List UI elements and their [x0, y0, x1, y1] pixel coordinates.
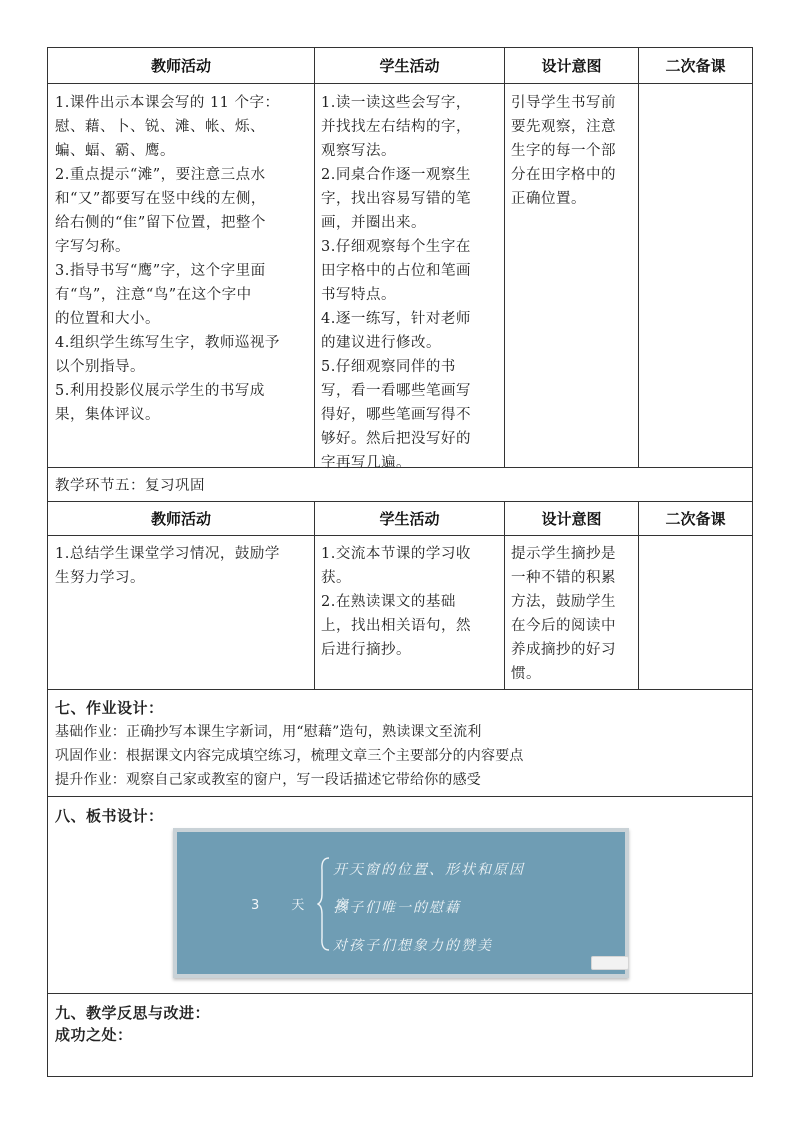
design-intent-cell	[511, 91, 638, 211]
homework-title: 七、作业设计：	[55, 699, 164, 717]
teacher-activity-cell	[55, 542, 311, 590]
text-line: 分在田字格中的	[511, 167, 616, 183]
header-second-prep: 二次备课	[665, 510, 726, 528]
text-line: 正确位置。	[511, 191, 586, 207]
header-teacher-activity: 教师活动	[150, 510, 211, 528]
text-line: 有“鸟”，注意“鸟”在这个字中	[55, 287, 252, 303]
text-line: 1.读一读这些会写字，	[321, 95, 471, 111]
homework-list	[55, 720, 749, 792]
text-line: 1.课件出示本课会写的 11 个字：	[55, 95, 280, 111]
board-branch-2: 孩子们唯一的慰藉	[333, 900, 461, 916]
row-divider	[48, 689, 752, 690]
text-line: 一种不错的积累	[511, 570, 616, 586]
text-line: 字，找出容易写错的笔	[321, 191, 471, 207]
column-divider	[504, 48, 505, 467]
header-student-activity: 学生活动	[379, 510, 440, 528]
homework-line-advanced: 提升作业：观察自己家或教室的窗户，写一段话描述它带给你的感受	[55, 772, 481, 788]
text-line: 方法，鼓励学生	[511, 594, 616, 610]
student-activity-cell	[321, 542, 503, 662]
row-divider	[48, 796, 752, 797]
board-branch-3: 对孩子们想象力的赞美	[333, 938, 493, 954]
brace-icon	[317, 856, 331, 952]
text-line: 1.总结学生课堂学习情况，鼓励学	[55, 546, 280, 562]
text-line: 4.逐一练写，针对老师	[321, 311, 471, 327]
header-design-intent: 设计意图	[541, 510, 602, 528]
text-line: 的建议进行修改。	[321, 335, 441, 351]
text-line: 后进行摘抄。	[321, 642, 411, 658]
text-line: 够好。然后把没写好的	[321, 431, 471, 447]
header-second-prep: 二次备课	[665, 57, 726, 75]
text-line: 获。	[321, 570, 351, 586]
homework-line-consolidate: 巩固作业：根据课文内容完成填空练习，梳理文章三个主要部分的内容要点	[55, 748, 524, 764]
text-line: 写，看一看哪些笔画写	[321, 383, 471, 399]
section-five-title: 教学环节五：复习巩固	[55, 478, 205, 494]
blackboard-image	[173, 828, 629, 978]
homework-line-basic: 基础作业：正确抄写本课生字新词，用“慰藉”造句，熟读课文至流利	[55, 724, 482, 740]
row-divider	[48, 83, 752, 84]
text-line: 生字的每一个部	[511, 143, 616, 159]
text-line: 的位置和大小。	[55, 311, 160, 327]
text-line: 上，找出相关语句，然	[321, 618, 471, 634]
text-line: 并找找左右结构的字，	[321, 119, 471, 135]
reflection-success-label: 成功之处：	[55, 1026, 133, 1044]
text-line: 蝙、蝠、霸、鹰。	[55, 143, 175, 159]
row-divider	[48, 467, 752, 468]
text-line: 提示学生摘抄是	[511, 546, 616, 562]
header-student-activity: 学生活动	[379, 57, 440, 75]
text-line: 2.在熟读课文的基础	[321, 594, 456, 610]
lesson-plan-sheet	[47, 47, 753, 1077]
text-line: 和“又”都要写在竖中线的左侧，	[55, 191, 266, 207]
text-line: 生努力学习。	[55, 570, 145, 586]
teacher-activity-cell	[55, 91, 311, 427]
text-line: 4.组织学生练写生字，教师巡视予	[55, 335, 280, 351]
text-line: 养成摘抄的好习	[511, 642, 616, 658]
text-line: 得好，哪些笔画写得不	[321, 407, 471, 423]
header-teacher-activity: 教师活动	[150, 57, 211, 75]
text-line: 3.指导书写“鹰”字，这个字里面	[55, 263, 266, 279]
text-line: 惯。	[511, 666, 541, 682]
reflection-title: 九、教学反思与改进：	[55, 1004, 211, 1022]
text-line: 在今后的阅读中	[511, 618, 616, 634]
text-line: 1.交流本节课的学习收	[321, 546, 471, 562]
text-line: 果，集体评议。	[55, 407, 160, 423]
text-line: 2.同桌合作逐一观察生	[321, 167, 471, 183]
board-lesson-title: 3 天 窗	[251, 898, 364, 913]
header-design-intent: 设计意图	[541, 57, 602, 75]
student-activity-cell	[321, 91, 503, 475]
text-line: 2.重点提示“滩”，要注意三点水	[55, 167, 266, 183]
row-divider	[48, 993, 752, 994]
text-line: 慰、藉、卜、锐、滩、帐、烁、	[55, 119, 265, 135]
text-line: 给右侧的“隹”留下位置，把整个	[55, 215, 266, 231]
text-line: 田字格中的占位和笔画	[321, 263, 471, 279]
text-line: 观察写法。	[321, 143, 396, 159]
text-line: 字写匀称。	[55, 239, 130, 255]
text-line: 要先观察，注意	[511, 119, 616, 135]
text-line: 字再写几遍。	[321, 455, 411, 471]
column-divider	[638, 48, 639, 467]
text-line: 画，并圈出来。	[321, 215, 426, 231]
text-line: 以个别指导。	[55, 359, 145, 375]
board-design-title: 八、板书设计：	[55, 807, 164, 825]
board-branch-1: 开天窗的位置、形状和原因	[333, 862, 525, 878]
column-divider	[314, 48, 315, 467]
eraser-icon	[591, 956, 629, 970]
text-line: 5.仔细观察同伴的书	[321, 359, 456, 375]
text-line: 书写特点。	[321, 287, 396, 303]
design-intent-cell	[511, 542, 638, 686]
text-line: 5.利用投影仪展示学生的书写成	[55, 383, 265, 399]
row-divider	[48, 535, 752, 536]
text-line: 引导学生书写前	[511, 95, 616, 111]
text-line: 3.仔细观察每个生字在	[321, 239, 471, 255]
